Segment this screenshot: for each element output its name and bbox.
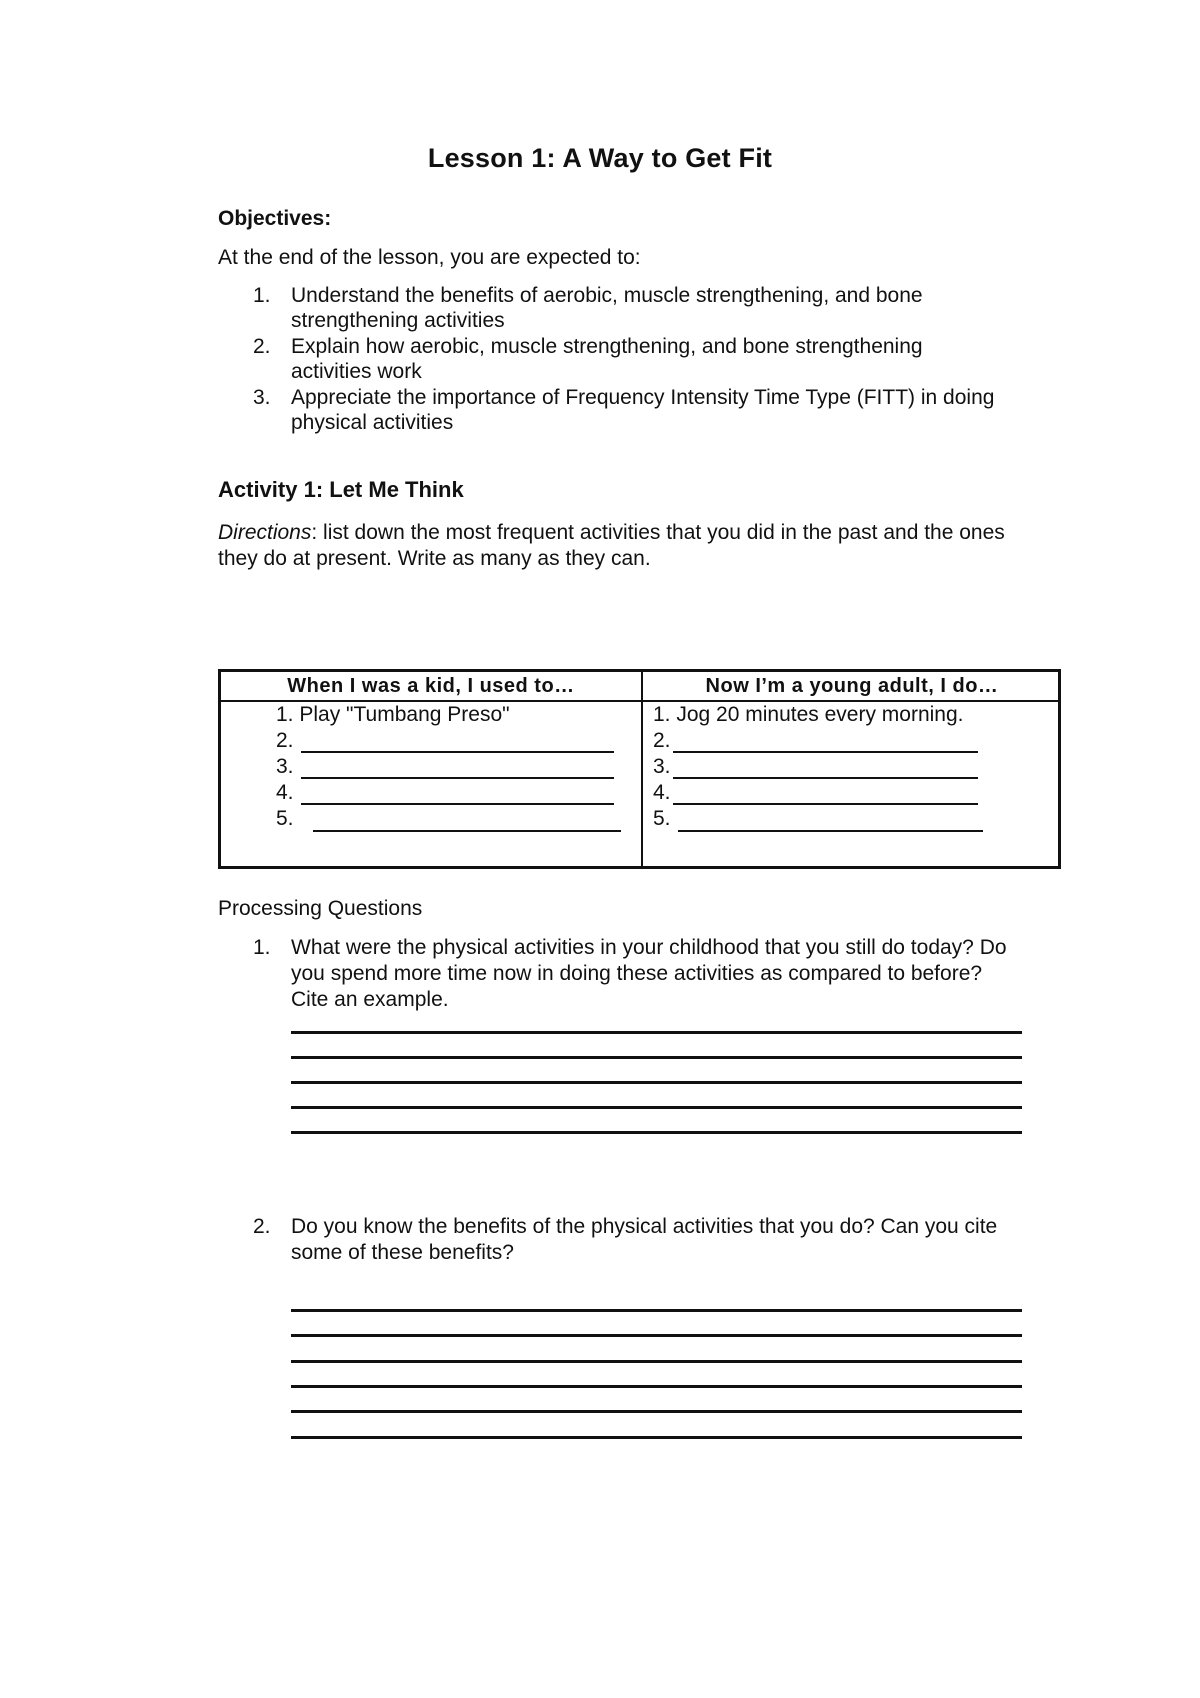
answer-line[interactable] — [291, 1031, 1022, 1034]
answer-blank[interactable] — [673, 751, 978, 753]
objective-number: 2. — [253, 335, 271, 358]
answer-line[interactable] — [291, 1334, 1022, 1337]
objective-line: Understand the benefits of aerobic, muscle strengthening, and bone — [291, 284, 923, 307]
objective-line: strengthening activities — [291, 309, 505, 332]
objective-item — [291, 283, 1011, 333]
table-cell: 1. Play "Tumbang Preso" — [276, 703, 510, 726]
objective-line: Explain how aerobic, muscle strengthening, and bone strengthening — [291, 335, 923, 358]
question-number: 1. — [253, 936, 271, 959]
question-2 — [291, 1214, 1067, 1266]
table-header-past: When I was a kid, I used to… — [287, 675, 575, 697]
question-line: What were the physical activities in your childhood that you still do today? Do — [291, 936, 1007, 959]
question-1 — [291, 935, 1067, 1013]
answer-line[interactable] — [291, 1081, 1022, 1084]
answer-blank[interactable] — [301, 803, 614, 805]
answer-line[interactable] — [291, 1106, 1022, 1109]
table-cell: 5. — [276, 807, 294, 830]
answer-blank[interactable] — [678, 830, 983, 832]
question-line: Cite an example. — [291, 988, 449, 1011]
directions-text-line2: they do at present. Write as many as they can. — [218, 547, 651, 570]
table-header-present: Now I’m a young adult, I do… — [705, 675, 999, 697]
objectives-heading: Objectives: — [218, 207, 332, 230]
question-line: you spend more time now in doing these activities as compared to before? — [291, 962, 983, 985]
objective-line: activities work — [291, 360, 422, 383]
table-cell: 5. — [653, 807, 671, 830]
objectives-intro: At the end of the lesson, you are expected to: — [218, 246, 641, 269]
table-cell: 4. — [276, 781, 294, 804]
objective-item — [291, 385, 1011, 435]
objective-number: 1. — [253, 284, 271, 307]
page-title: Lesson 1: A Way to Get Fit — [427, 143, 773, 173]
answer-blank[interactable] — [301, 777, 614, 779]
activity-directions — [218, 520, 1005, 545]
activities-table — [218, 669, 1061, 869]
answer-line[interactable] — [291, 1131, 1022, 1134]
question-line: Do you know the benefits of the physical activities that you do? Can you cite — [291, 1215, 998, 1238]
answer-blank[interactable] — [313, 830, 621, 832]
answer-line[interactable] — [291, 1385, 1022, 1388]
objective-line: Appreciate the importance of Frequency Intensity Time Type (FITT) in doing — [291, 386, 995, 409]
table-cell: 2. — [276, 729, 294, 752]
activity-title: Activity 1: Let Me Think — [218, 477, 464, 502]
answer-line[interactable] — [291, 1360, 1022, 1363]
question-number: 2. — [253, 1215, 271, 1238]
table-cell: 3. — [653, 755, 671, 778]
objective-number: 3. — [253, 386, 271, 409]
processing-heading: Processing Questions — [218, 897, 423, 920]
answer-blank[interactable] — [673, 777, 978, 779]
table-cell: 3. — [276, 755, 294, 778]
table-cell: 1. Jog 20 minutes every morning. — [653, 703, 964, 726]
objective-item — [291, 334, 1011, 384]
objective-line: physical activities — [291, 411, 454, 434]
answer-line[interactable] — [291, 1410, 1022, 1413]
directions-label: Directions — [218, 521, 312, 544]
answer-blank[interactable] — [301, 751, 614, 753]
question-line: some of these benefits? — [291, 1241, 514, 1264]
table-cell: 4. — [653, 781, 671, 804]
answer-line[interactable] — [291, 1056, 1022, 1059]
answer-blank[interactable] — [673, 803, 978, 805]
table-cell: 2. — [653, 729, 671, 752]
answer-line[interactable] — [291, 1309, 1022, 1312]
answer-line[interactable] — [291, 1436, 1022, 1439]
directions-text: : list down the most frequent activities that you did in the past and the ones — [311, 521, 1005, 544]
